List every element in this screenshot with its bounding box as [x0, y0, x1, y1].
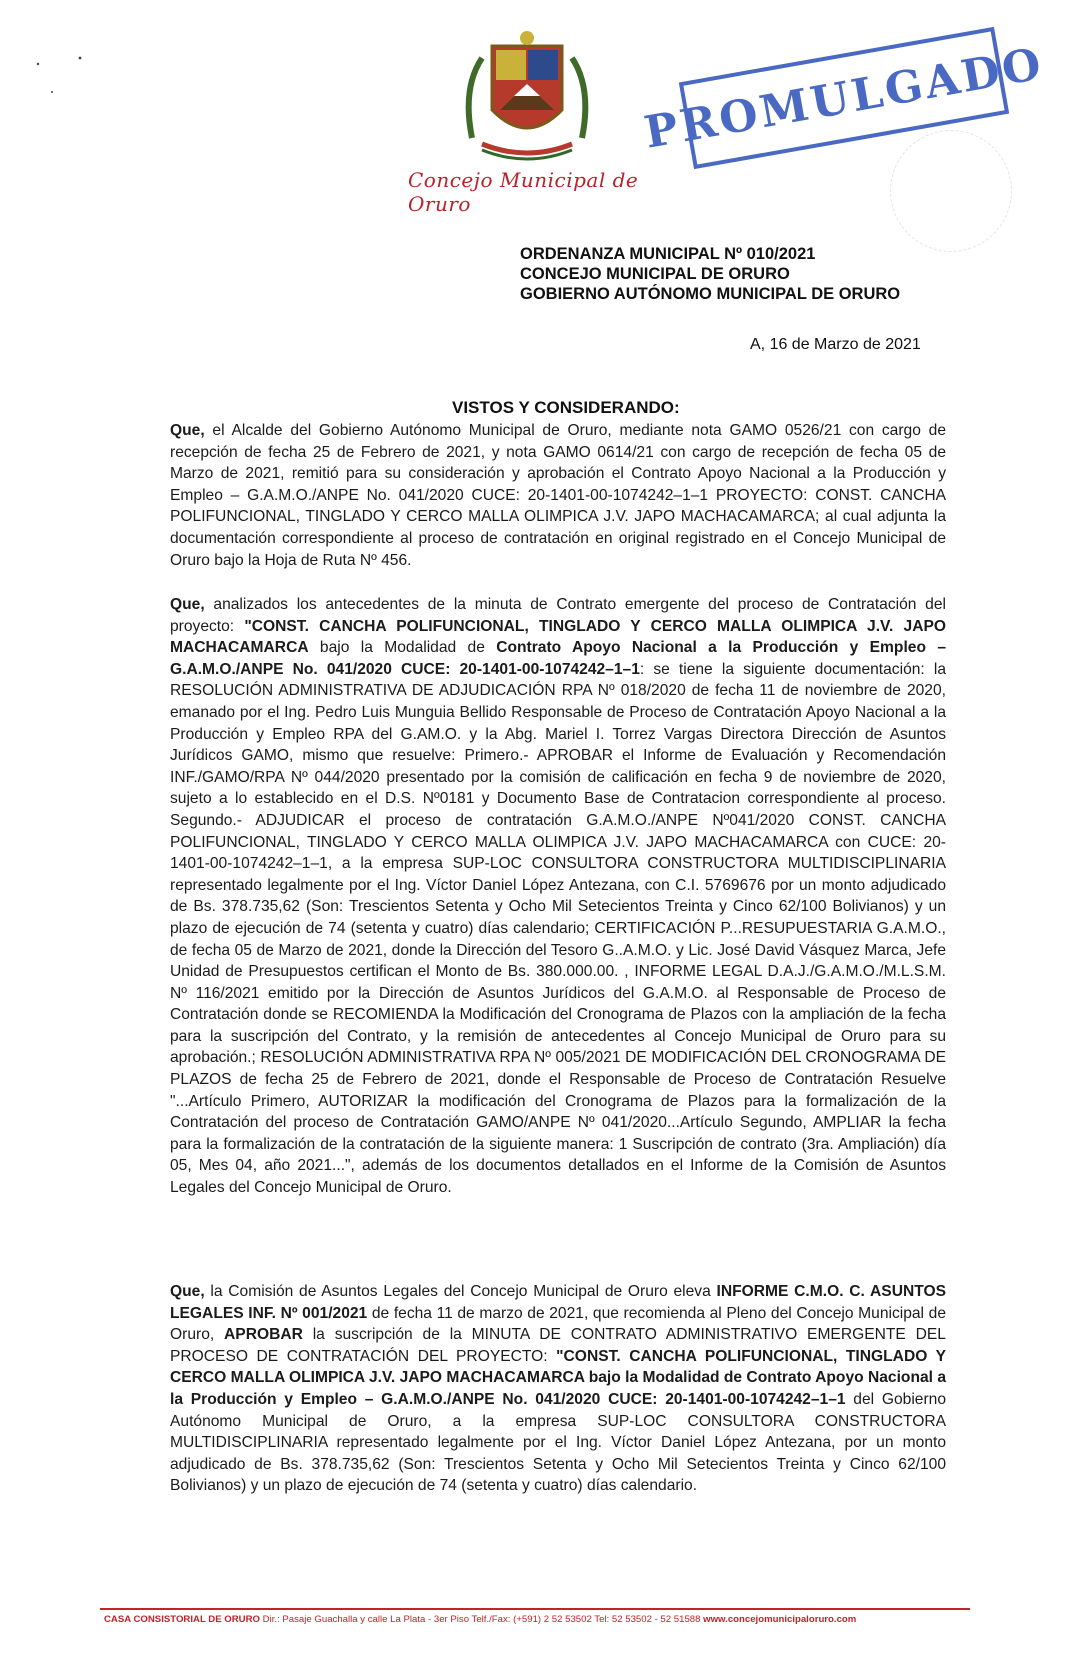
project-modality-bold: "CONST. CANCHA POLIFUNCIONAL, TINGLADO Y CERCO MALLA OLIMPICA J.V. JAPO MACHACAMARCA bajo la Modalidad de Contrato Apoyo Nacional a la Producción y Empleo – G.A.M.O./ANPE No. 041/2020 CUCE: 20-1401-00-1074242–1–1 — [170, 1347, 947, 1408]
paragraph-text: de fecha 11 de marzo de 2021, que recomienda al Pleno del Concejo Municipal de Oruro, — [170, 1304, 946, 1344]
project-name-bold: "CONST. CANCHA POLIFUNCIONAL, TINGLADO Y CERCO MALLA OLIMPICA J.V. JAPO MACHACAMARCA — [170, 617, 946, 657]
ordinance-number: ORDENANZA MUNICIPAL Nº 010/2021 — [520, 245, 816, 263]
council-signature-logo: Concejo Municipal de Oruro — [408, 168, 639, 216]
paragraph-1 — [170, 420, 946, 571]
paragraph-text: la suscripción de la MINUTA DE CONTRATO ADMINISTRATIVO EMERGENTE DEL PROCESO DE CONTRATACIÓN DEL PROYECTO: — [170, 1326, 946, 1365]
document-date: A, 16 de Marzo de 2021 — [750, 336, 921, 353]
government-name: GOBIERNO AUTÓNOMO MUNICIPAL DE ORURO — [520, 285, 901, 303]
paragraph-2 — [170, 594, 946, 1199]
approve-bold: APROBAR — [224, 1326, 303, 1344]
paragraph-lead: Que, — [170, 422, 205, 439]
paragraph-text: la Comisión de Asuntos Legales del Concejo Municipal de Oruro eleva — [204, 1283, 717, 1300]
paragraph-lead: Que, — [170, 1283, 205, 1300]
footer-address-text: Dir.: Pasaje Guachalla y calle La Plata - 3er Piso Telf./Fax: (+591) 2 52 53502 Tel: 52 53502 - 52 51588 — [260, 1614, 704, 1625]
council-name: CONCEJO MUNICIPAL DE ORURO — [520, 265, 790, 283]
report-reference-bold: INFORME C.M.O. C. ASUNTOS LEGALES INF. Nº 001/2021 — [170, 1283, 947, 1322]
paragraph-text: analizados los antecedentes de la minuta de Contrato emergente del proceso de Contratación del proyecto: — [170, 596, 946, 635]
paragraph-text: del Gobierno Autónomo Municipal de Oruro, a la empresa SUP-LOC CONSULTORA CONSTRUCTORA MULTIDISCIPLINARIA representado legalmente por el Ing. Víctor Daniel López Antezana, por un monto adjudicado de Bs. 378.735,62 (Son: Trescientos Setenta y Ocho Mil Setecientos Treinta y Cinco 62/100 Bolivianos) y un plazo de ejecución de 74 (setenta y cuatro) días calendario. — [170, 1390, 946, 1495]
municipal-crest-emblem — [452, 28, 602, 168]
embossed-seal — [890, 130, 1012, 252]
contract-modality-bold: Contrato Apoyo Nacional a la Producción y Empleo – G.A.M.O./ANPE No. 041/2020 CUCE: 20-1401-00-1074242–1–1 — [170, 639, 946, 678]
scan-specks — [30, 50, 120, 110]
paragraph-text: : se tiene la siguiente documentación: la RESOLUCIÓN ADMINISTRATIVA DE ADJUDICACIÓN RPA Nº 018/2020 de fecha 11 de noviembre de 2020, emanado por el Ing. Pedro Luis Munguia Bellido Responsable de Proceso de Contratación Apoyo Nacional a la Producción y Empleo RPA del G.AM.O. y la Abg. Mariel I. Torrez Vargas Directora Dirección de Asuntos Jurídicos GAMO, mismo que resuelve: Primero.- APROBAR el Informe de Evaluación y Recomendación INF./GAMO/RPA Nº 044/2020 presentado por la comisión de calificación en fecha 9 de noviembre de 2020, sujeto a lo establecido en el D.S. Nº0181 y Documento Base de Contratacion correspondiente al proceso. Segundo.- ADJUDICAR el proceso de contratación G.A.M.O./ANPE Nº041/2020 CONST. CANCHA POLIFUNCIONAL, TINGLADO Y CERCO MALLA OLIMPICA J.V. JAPO MACHACAMARCA con CUCE: 20-1401-00-1074242–1–1, a la empresa SUP-LOC CONSULTORA CONSTRUCTORA MULTIDISCIPLINARIA representado legalmente por el Ing. Víctor Daniel López Antezana, con C.I. 5769676 por un monto adjudicado de Bs. 378.735,62 (Son: Trescientos Setenta y Ocho Mil Setecientos Treinta y Cinco 62/100 Bolivianos) y un plazo de ejecución de 74 (setenta y cuatro) días calendario; CERTIFICACIÓN P...RESUPUESTARIA G.A.M.O., de fecha 05 de Marzo de 2021, donde la Dirección del Tesoro G..A.M.O. y Lic. José David Vásquez Marca, Jefe Unidad de Presupuestos certifican el Monto de Bs. 380.000.00. , INFORME LEGAL D.A.J./G.A.M.O./M.L.S.M. Nº 116/2021 emitido por la Dirección de Asuntos Jurídicos del G.A.M.O. al Responsable de Proceso de Contratación donde se RECOMIENDA la Modificación del Cronograma de Plazos con la ampliación de la fecha para la suscripción del Contrato, y la remisión de antecedentes al Concejo Municipal de Oruro para su aprobación.; RESOLUCIÓN ADMINISTRATIVA RPA Nº 005/2021 DE MODIFICACIÓN DEL CRONOGRAMA DE PLAZOS de fecha 25 de Febrero de 2021, donde el Responsable de Proceso de Contratación Resuelve "...Artículo Primero, AUTORIZAR la modificación del Cronograma de Plazos para la formalización de la Contratación del proceso de Contratación GAMO/ANPE Nº 041/2020...Artículo Segundo, AMPLIAR la fecha para la formalización de la contratación de la siguiente manera: 1 Suscripción de contrato (3ra. Ampliación) día 05, Mes 04, año 2021...", además de los documentos detallados en el Informe de la Comisión de Asuntos Legales del Concejo Municipal de Oruro. — [170, 660, 946, 1197]
paragraph-3 — [170, 1281, 946, 1497]
promulgado-stamp: PROMULGADO — [679, 27, 1009, 169]
paragraph-text: el Alcalde del Gobierno Autónomo Municipal de Oruro, mediante nota GAMO 0526/21 con cargo de recepción de fecha 25 de Febrero de 2021, y nota GAMO 0614/21 con cargo de recepción de fecha 05 de Marzo de 2021, remitió para su consideración y aprobación el Contrato Apoyo Nacional a la Producción y Empleo – G.A.M.O./ANPE No. 041/2020 CUCE: 20-1401-00-1074242–1–1 PROYECTO: CONST. CANCHA POLIFUNCIONAL, TINGLADO Y CERCO MALLA OLIMPICA J.V. JAPO MACHACAMARCA; al cual adjunta la documentación correspondiente al proceso de contratación en original registrado en el Concejo Municipal de Oruro bajo la Hoja de Ruta Nº 456. — [170, 422, 946, 569]
paragraph-lead: Que, — [170, 596, 205, 613]
footer-org: CASA CONSISTORIAL DE ORURO — [104, 1614, 261, 1625]
section-title: VISTOS Y CONSIDERANDO: — [452, 398, 680, 417]
footer-divider — [100, 1608, 970, 1610]
footer-website: www.concejomunicipaloruro.com — [703, 1614, 857, 1625]
ordinance-header — [520, 244, 950, 304]
paragraph-text: bajo la Modalidad de — [308, 639, 497, 657]
footer-address — [104, 1614, 974, 1625]
